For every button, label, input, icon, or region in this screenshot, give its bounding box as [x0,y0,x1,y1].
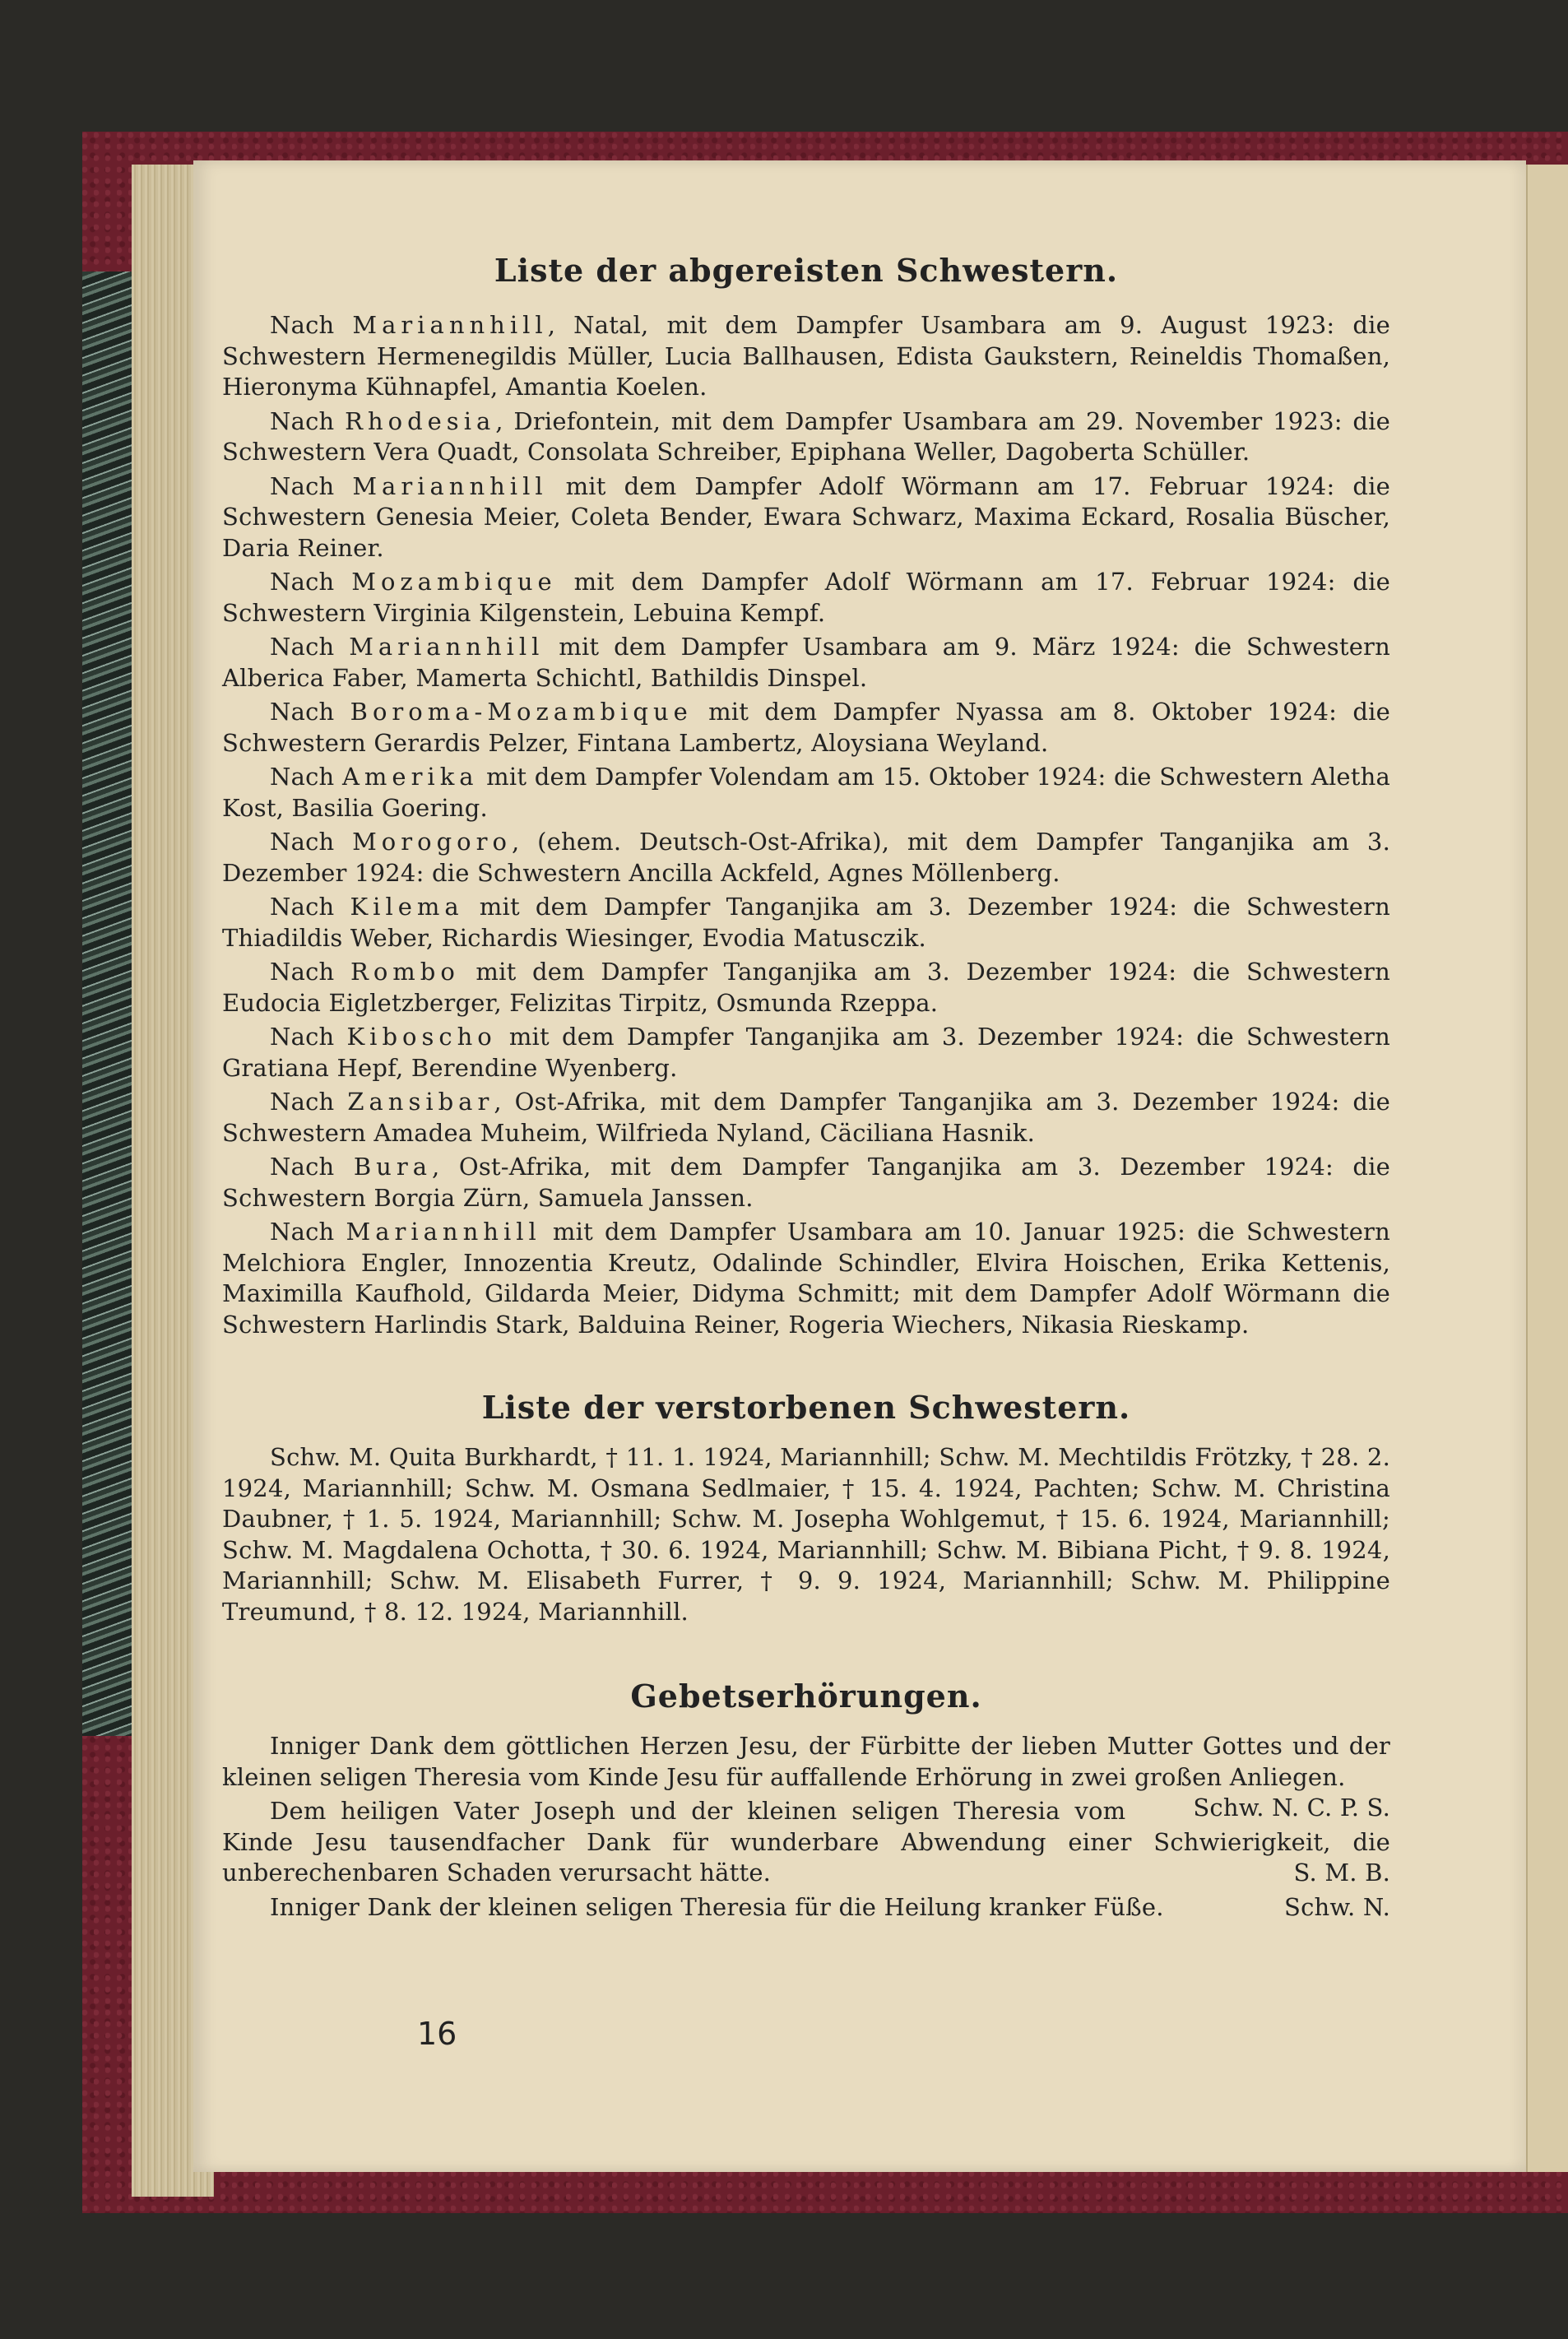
destination: Rombo [350,958,460,986]
page-content [222,251,1390,1926]
deceased-heading: Liste der verstorbenen Schwestern. [481,1389,1131,1426]
departed-entry: Nach Mozambique mit dem Dampfer Adolf Wörmann am 17. Februar 1924: die Schwestern Virginia Kilgenstein, Lebuina Kempf. [222,568,1390,627]
prayer-entry: Inniger Dank der kleinen seligen Theresia für die Heilung kranker Füße. Schw. N. [222,1892,1390,1924]
destination: Zansibar [347,1088,494,1116]
prayer-entry: Inniger Dank dem göttlichen Herzen Jesu, der Fürbitte der lieben Mutter Gottes und der kleinen seligen Theresia vom Kinde Jesu für auffallende Erhörung in zwei großen Anliegen. Schw. N. C. P. S. [222,1731,1390,1793]
destination: Amerika [341,763,479,791]
departed-entry: Nach Kilema mit dem Dampfer Tanganjika am 3. Dezember 1924: die Schwestern Thiadildis Weber, Richardis Wiesinger, Evodia Matusczik. [222,893,1391,952]
departed-entry: Nach Zansibar, Ost-Afrika, mit dem Dampfer Tanganjika am 3. Dezember 1924: die Schwestern Amadea Muheim, Wilfrieda Nyland, Cäciliana Hasnik. [222,1088,1391,1147]
destination: Mariannhill [352,471,548,500]
destination: Mariannhill [346,1218,541,1246]
departed-entry: Nach Amerika mit dem Dampfer Volendam am 15. Oktober 1924: die Schwestern Aletha Kost, Basilia Goering. [222,763,1391,822]
departed-entry: Nach Mariannhill mit dem Dampfer Adolf Wörmann am 17. Februar 1924: die Schwestern Genesia Meier, Coleta Bender, Ewara Schwarz, Maxima Eckard, Rosalia Büscher, Daria Reiner. [222,471,1390,562]
destination: Kilema [350,893,464,921]
departed-heading: Liste der abgereisten Schwestern. [494,252,1119,289]
departed-list [222,310,1390,1340]
destination: Kiboscho [346,1023,497,1051]
departed-entry: Nach Mariannhill mit dem Dampfer Usambara am 9. März 1924: die Schwestern Alberica Faber, Mamerta Schichtl, Bathildis Dinspel. [222,633,1390,692]
deceased-list: Schw. M. Quita Burkhardt, † 11. 1. 1924, Mariannhill; Schw. M. Mechtildis Frötzky, † 28. 2. 1924, Mariannhill; Schw. M. Osmana Sedlmaier, † 15. 4. 1924, Pachten; Schw. M. Christina Daubner, † 1. 5. 1924, Mariannhill; Schw. M. Josepha Wohlgemut, † 15. 6. 1924, Mariannhill; Schw. M. Magdalena Ochotta, † 30. 6. 1924, Mariannhill; Schw. M. Bibiana Picht, † 9. 8. 1924, Mariannhill; Schw. M. Elisabeth Furrer, † 9. 9. 1924, Mariannhill; Schw. M. Philippine Treumund, † 8. 12. 1924, Mariannhill. [222,1443,1390,1626]
destination: Mariannhill [349,633,545,661]
signature: Schw. N. [1284,1892,1390,1921]
marbled-edge [82,271,132,1736]
page-number: 16 [417,2016,457,2052]
departed-entry: Nach Rombo mit dem Dampfer Tanganjika am 3. Dezember 1924: die Schwestern Eudocia Eigletzberger, Felizitas Tirpitz, Osmunda Rzeppa. [222,958,1391,1017]
destination: Morogoro [352,828,512,856]
departed-entry: Nach Rhodesia, Driefontein, mit dem Dampfer Usambara am 29. November 1923: die Schwestern Vera Quadt, Consolata Schreiber, Epiphana Weller, Dagoberta Schüller. [222,406,1391,466]
departed-entry: Nach Mariannhill, Natal, mit dem Dampfer Usambara am 9. August 1923: die Schwestern Hermenegildis Müller, Lucia Ballhausen, Edista Gaukstern, Reineldis Thomaßen, Hieronyma Kühnapfel, Amantia Koelen. [222,311,1391,401]
departed-entry: Nach Mariannhill mit dem Dampfer Usambara am 10. Januar 1925: die Schwestern Melchiora Engler, Innozentia Kreutz, Odalinde Schindler, Elvira Hoischen, Erika Kettenis, Maximilla Kaufhold, Gildarda Meier, Didyma Schmitt; mit dem Dampfer Adolf Wörmann die Schwestern Harlindis Stark, Balduina Reiner, Rogeria Wiechers, Nikasia Rieskamp. [222,1218,1390,1339]
destination: Bura [353,1153,432,1181]
departed-entry: Nach Morogoro, (ehem. Deutsch-Ost-Afrika), mit dem Dampfer Tanganjika am 3. Dezember 1924: die Schwestern Ancilla Ackfeld, Agnes Möllenberg. [222,828,1390,887]
facing-page-edge [1526,165,1568,2172]
signature: S. M. B. [1293,1859,1390,1887]
departed-entry: Nach Boroma-Mozambique mit dem Dampfer Nyassa am 8. Oktober 1924: die Schwestern Gerardis Pelzer, Fintana Lambertz, Aloysiana Weyland. [222,698,1390,757]
prayers-heading: Gebetserhörungen. [630,1678,982,1715]
prayers-list [222,1731,1390,1923]
departed-entry: Nach Bura, Ost-Afrika, mit dem Dampfer Tanganjika am 3. Dezember 1924: die Schwestern Borgia Zürn, Samuela Janssen. [222,1153,1390,1212]
destination: Mozambique [351,568,557,596]
departed-entry: Nach Kiboscho mit dem Dampfer Tanganjika am 3. Dezember 1924: die Schwestern Gratiana Hepf, Berendine Wyenberg. [222,1023,1391,1082]
destination: Boroma-Mozambique [350,698,693,726]
prayer-entry: Dem heiligen Vater Joseph und der kleinen seligen Theresia vom Kinde Jesu tausendfacher Dank für wunderbare Abwendung einer Schwierigkeit, die unberechenbaren Schaden verursacht hätte. S. M. B. [222,1796,1390,1889]
destination: Mariannhill [352,311,548,339]
signature: Schw. N. C. P. S. [1193,1794,1390,1822]
destination: Rhodesia [345,406,496,435]
